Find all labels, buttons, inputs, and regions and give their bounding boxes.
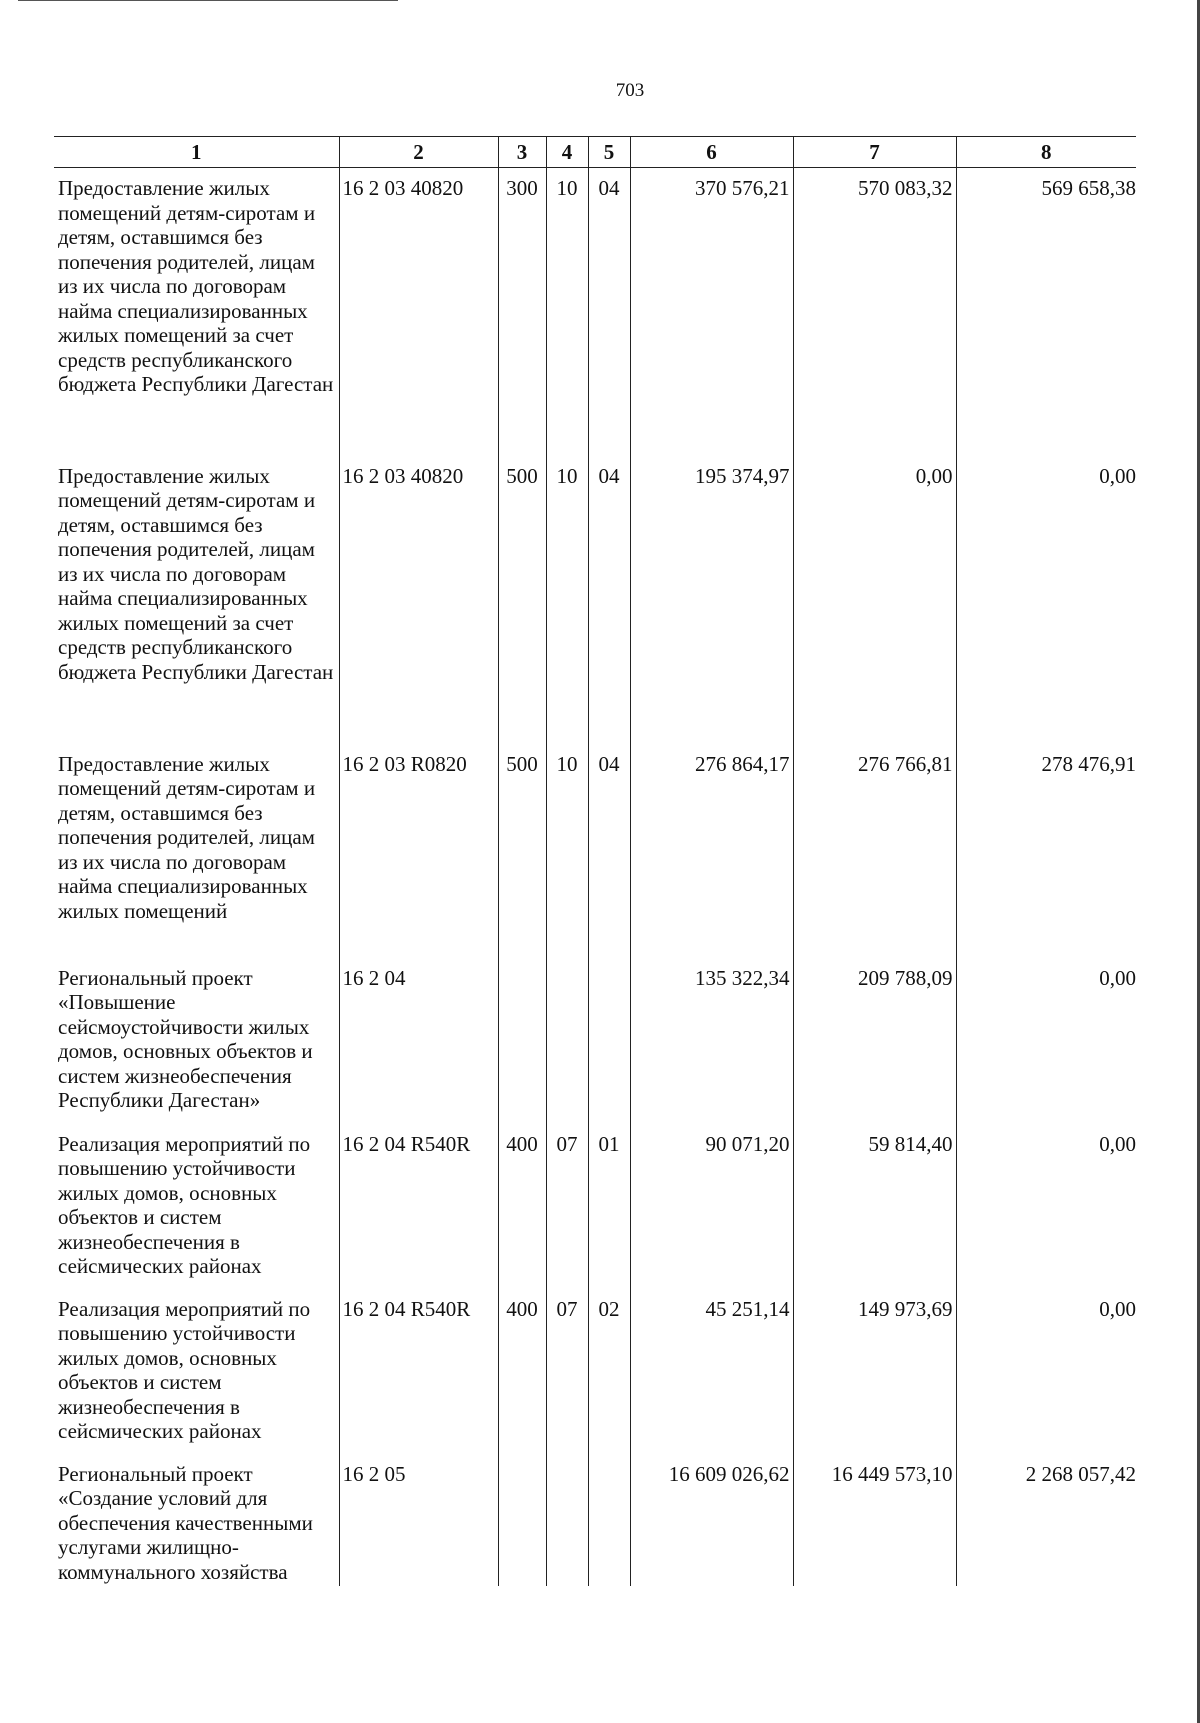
row-target-code: 16 2 04 R540R — [339, 1289, 498, 1454]
row-amount-col8: 278 476,91 — [956, 744, 1136, 958]
row-amount-col8: 0,00 — [956, 1289, 1136, 1454]
budget-table — [54, 136, 1136, 1586]
row-expense-type: 400 — [498, 1289, 546, 1454]
table-row — [54, 958, 1136, 1124]
table-row — [54, 456, 1136, 744]
row-subsection: 04 — [588, 744, 630, 958]
row-amount-col8: 0,00 — [956, 1124, 1136, 1289]
row-expense-type — [498, 1454, 546, 1586]
row-target-code: 16 2 03 40820 — [339, 168, 498, 456]
row-description: Предоставление жилых помещений детям-сиротам и детям, оставшимся без попечения родителей, лицам из их числа по договорам найма специализированных жилых помещений за счет средств республиканского бюджета Республики Дагестан — [54, 456, 339, 744]
row-target-code: 16 2 03 40820 — [339, 456, 498, 744]
scan-edge-line — [18, 0, 398, 1]
table-row — [54, 1124, 1136, 1289]
row-description: Реализация мероприятий по повышению устойчивости жилых домов, основных объектов и систем жизнеобеспечения в сейсмических районах — [54, 1124, 339, 1289]
row-expense-type — [498, 958, 546, 1124]
table-row — [54, 1289, 1136, 1454]
header-col-7: 7 — [793, 137, 956, 168]
table-row — [54, 1454, 1136, 1586]
header-col-2: 2 — [339, 137, 498, 168]
row-section: 10 — [546, 744, 588, 958]
row-amount-col7: 59 814,40 — [793, 1124, 956, 1289]
row-amount-col6: 276 864,17 — [630, 744, 793, 958]
row-section: 07 — [546, 1124, 588, 1289]
table-header — [54, 137, 1136, 168]
header-col-5: 5 — [588, 137, 630, 168]
row-description: Предоставление жилых помещений детям-сиротам и детям, оставшимся без попечения родителей, лицам из их числа по договорам найма специализированных жилых помещений за счет средств республиканского бюджета Республики Дагестан — [54, 168, 339, 456]
row-amount-col8: 569 658,38 — [956, 168, 1136, 456]
row-subsection — [588, 958, 630, 1124]
row-subsection: 02 — [588, 1289, 630, 1454]
row-section — [546, 1454, 588, 1586]
row-target-code: 16 2 05 — [339, 1454, 498, 1586]
page-number: 703 — [615, 80, 645, 101]
row-amount-col8: 0,00 — [956, 456, 1136, 744]
header-col-3: 3 — [498, 137, 546, 168]
row-amount-col7: 570 083,32 — [793, 168, 956, 456]
row-description: Региональный проект «Повышение сейсмоустойчивости жилых домов, основных объектов и систем жизнеобеспечения Республики Дагестан» — [54, 958, 339, 1124]
row-amount-col6: 45 251,14 — [630, 1289, 793, 1454]
row-description: Региональный проект «Создание условий для обеспечения качественными услугами жилищно-коммунального хозяйства — [54, 1454, 339, 1586]
table-row — [54, 744, 1136, 958]
header-col-8: 8 — [956, 137, 1136, 168]
row-amount-col8: 0,00 — [956, 958, 1136, 1124]
header-col-6: 6 — [630, 137, 793, 168]
row-amount-col6: 195 374,97 — [630, 456, 793, 744]
row-amount-col7: 16 449 573,10 — [793, 1454, 956, 1586]
row-expense-type: 400 — [498, 1124, 546, 1289]
row-amount-col7: 149 973,69 — [793, 1289, 956, 1454]
row-expense-type: 500 — [498, 744, 546, 958]
row-description: Предоставление жилых помещений детям-сиротам и детям, оставшимся без попечения родителей, лицам из их числа по договорам найма специализированных жилых помещений — [54, 744, 339, 958]
row-amount-col7: 0,00 — [793, 456, 956, 744]
row-amount-col6: 370 576,21 — [630, 168, 793, 456]
row-target-code: 16 2 04 R540R — [339, 1124, 498, 1289]
row-subsection: 04 — [588, 456, 630, 744]
row-section — [546, 958, 588, 1124]
row-expense-type: 300 — [498, 168, 546, 456]
table-row — [54, 168, 1136, 456]
row-amount-col8: 2 268 057,42 — [956, 1454, 1136, 1586]
row-section: 10 — [546, 168, 588, 456]
header-row — [54, 137, 1136, 168]
table-body — [54, 168, 1136, 1586]
row-target-code: 16 2 03 R0820 — [339, 744, 498, 958]
row-expense-type: 500 — [498, 456, 546, 744]
row-subsection: 01 — [588, 1124, 630, 1289]
row-section: 10 — [546, 456, 588, 744]
header-col-1: 1 — [54, 137, 339, 168]
row-subsection — [588, 1454, 630, 1586]
row-amount-col7: 209 788,09 — [793, 958, 956, 1124]
header-col-4: 4 — [546, 137, 588, 168]
row-target-code: 16 2 04 — [339, 958, 498, 1124]
row-section: 07 — [546, 1289, 588, 1454]
row-description: Реализация мероприятий по повышению устойчивости жилых домов, основных объектов и систем жизнеобеспечения в сейсмических районах — [54, 1289, 339, 1454]
row-subsection: 04 — [588, 168, 630, 456]
budget-table-container — [54, 136, 1136, 1586]
row-amount-col6: 90 071,20 — [630, 1124, 793, 1289]
row-amount-col6: 135 322,34 — [630, 958, 793, 1124]
row-amount-col7: 276 766,81 — [793, 744, 956, 958]
row-amount-col6: 16 609 026,62 — [630, 1454, 793, 1586]
